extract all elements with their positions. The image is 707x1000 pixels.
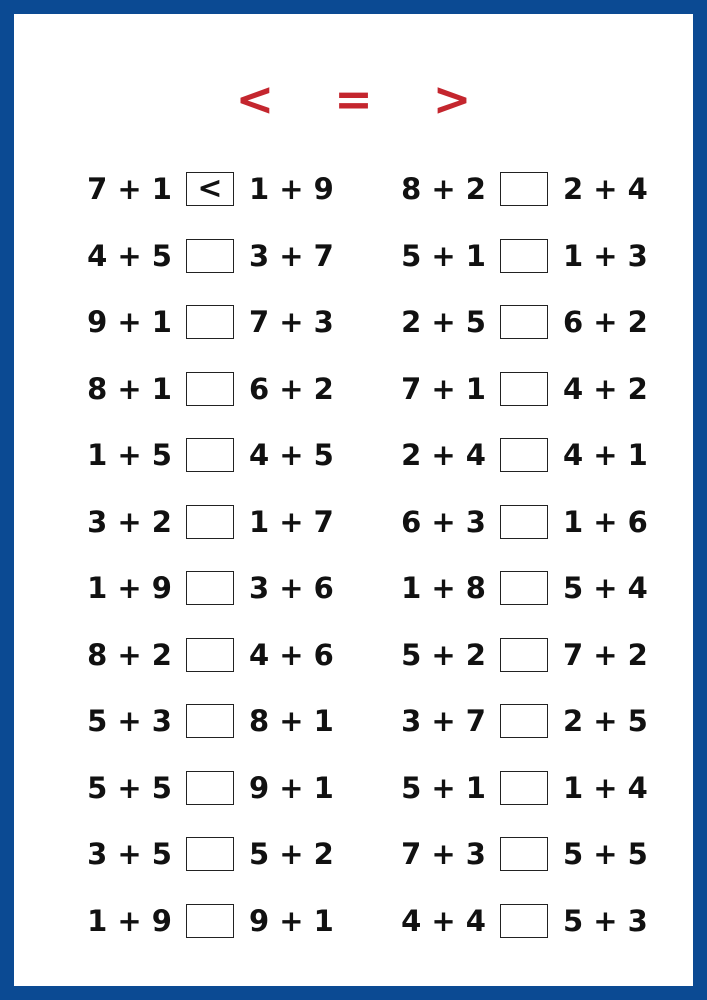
- left-expression: 7 + 3: [401, 837, 486, 872]
- answer-box[interactable]: [186, 305, 234, 339]
- right-expression: 1 + 9: [249, 172, 334, 207]
- left-expression: 4 + 4: [401, 903, 486, 938]
- greater-than-symbol: >: [432, 72, 472, 126]
- problem-row: [78, 888, 334, 955]
- answer-box[interactable]: [186, 638, 234, 672]
- right-expression: 2 + 4: [563, 172, 648, 207]
- right-expression: 5 + 4: [563, 571, 648, 606]
- left-expression: 2 + 5: [401, 305, 486, 340]
- problem-row: [392, 755, 648, 822]
- right-expression: 9 + 1: [249, 903, 334, 938]
- answer-box[interactable]: [500, 239, 548, 273]
- right-expression: 3 + 7: [249, 238, 334, 273]
- comparison-symbols-header: [14, 72, 693, 126]
- problem-row: [392, 622, 648, 689]
- problem-row: [392, 888, 648, 955]
- answer-box[interactable]: [500, 172, 548, 206]
- right-expression: 5 + 5: [563, 837, 648, 872]
- left-expression: 3 + 7: [401, 704, 486, 739]
- answer-box[interactable]: [186, 372, 234, 406]
- problem-row: [78, 289, 334, 356]
- right-expression: 4 + 5: [249, 438, 334, 473]
- answer-box[interactable]: <: [186, 172, 234, 206]
- left-expression: 5 + 2: [401, 637, 486, 672]
- right-expression: 9 + 1: [249, 770, 334, 805]
- answer-box[interactable]: [500, 837, 548, 871]
- left-expression: 1 + 8: [401, 571, 486, 606]
- right-expression: 4 + 2: [563, 371, 648, 406]
- left-expression: 4 + 5: [87, 238, 172, 273]
- right-expression: 1 + 7: [249, 504, 334, 539]
- answer-box[interactable]: [500, 505, 548, 539]
- answer-box[interactable]: [500, 372, 548, 406]
- left-expression: 7 + 1: [87, 172, 172, 207]
- right-expression: 3 + 6: [249, 571, 334, 606]
- left-expression: 6 + 3: [401, 504, 486, 539]
- answer-box[interactable]: [500, 771, 548, 805]
- right-expression: 1 + 3: [563, 238, 648, 273]
- problem-row: [78, 356, 334, 423]
- left-expression: 5 + 1: [401, 238, 486, 273]
- problem-row: [392, 489, 648, 556]
- right-expression: 1 + 4: [563, 770, 648, 805]
- right-expression: 1 + 6: [563, 504, 648, 539]
- left-expression: 8 + 1: [87, 371, 172, 406]
- stock-id-label: [14, 608, 28, 868]
- left-expression: 5 + 1: [401, 770, 486, 805]
- less-than-symbol: <: [235, 72, 275, 126]
- stock-id-text: #187456483: [14, 704, 28, 772]
- problem-row: [78, 156, 334, 223]
- problem-row: [392, 223, 648, 290]
- problem-row: [392, 688, 648, 755]
- problem-row: [78, 688, 334, 755]
- left-expression: 9 + 1: [87, 305, 172, 340]
- problem-row: [78, 821, 334, 888]
- left-expression: 5 + 3: [87, 704, 172, 739]
- problem-row: [78, 622, 334, 689]
- right-expression: 6 + 2: [563, 305, 648, 340]
- answer-box[interactable]: [500, 438, 548, 472]
- right-expression: 7 + 3: [249, 305, 334, 340]
- answer-box[interactable]: [186, 438, 234, 472]
- problem-row: [78, 223, 334, 290]
- left-expression: 8 + 2: [87, 637, 172, 672]
- right-expression: 4 + 6: [249, 637, 334, 672]
- problem-row: [78, 755, 334, 822]
- right-expression: 2 + 5: [563, 704, 648, 739]
- answer-box[interactable]: [500, 704, 548, 738]
- left-expression: 5 + 5: [87, 770, 172, 805]
- problem-row: [392, 356, 648, 423]
- right-expression: 5 + 2: [249, 837, 334, 872]
- problem-row: [392, 821, 648, 888]
- problem-row: [78, 489, 334, 556]
- answer-box[interactable]: [500, 305, 548, 339]
- left-expression: 1 + 9: [87, 571, 172, 606]
- right-expression: 5 + 3: [563, 903, 648, 938]
- left-expression: 1 + 9: [87, 903, 172, 938]
- answer-box[interactable]: [186, 505, 234, 539]
- left-expression: 3 + 2: [87, 504, 172, 539]
- right-problem-column: [392, 156, 648, 954]
- answer-box[interactable]: [500, 638, 548, 672]
- answer-box[interactable]: [500, 904, 548, 938]
- left-expression: 7 + 1: [401, 371, 486, 406]
- problem-row: [392, 422, 648, 489]
- right-expression: 4 + 1: [563, 438, 648, 473]
- problem-row: [78, 555, 334, 622]
- problem-row: [78, 422, 334, 489]
- right-expression: 6 + 2: [249, 371, 334, 406]
- answer-box[interactable]: [186, 239, 234, 273]
- left-expression: 3 + 5: [87, 837, 172, 872]
- answer-box[interactable]: [186, 704, 234, 738]
- answer-box[interactable]: [500, 571, 548, 605]
- equals-symbol: =: [334, 72, 373, 126]
- left-expression: 2 + 4: [401, 438, 486, 473]
- answer-box[interactable]: [186, 904, 234, 938]
- left-expression: 8 + 2: [401, 172, 486, 207]
- right-expression: 7 + 2: [563, 637, 648, 672]
- left-problem-column: [78, 156, 334, 954]
- problem-row: [392, 289, 648, 356]
- answer-box[interactable]: [186, 837, 234, 871]
- answer-box[interactable]: [186, 771, 234, 805]
- answer-box[interactable]: [186, 571, 234, 605]
- problem-row: [392, 156, 648, 223]
- right-expression: 8 + 1: [249, 704, 334, 739]
- left-expression: 1 + 5: [87, 438, 172, 473]
- problem-row: [392, 555, 648, 622]
